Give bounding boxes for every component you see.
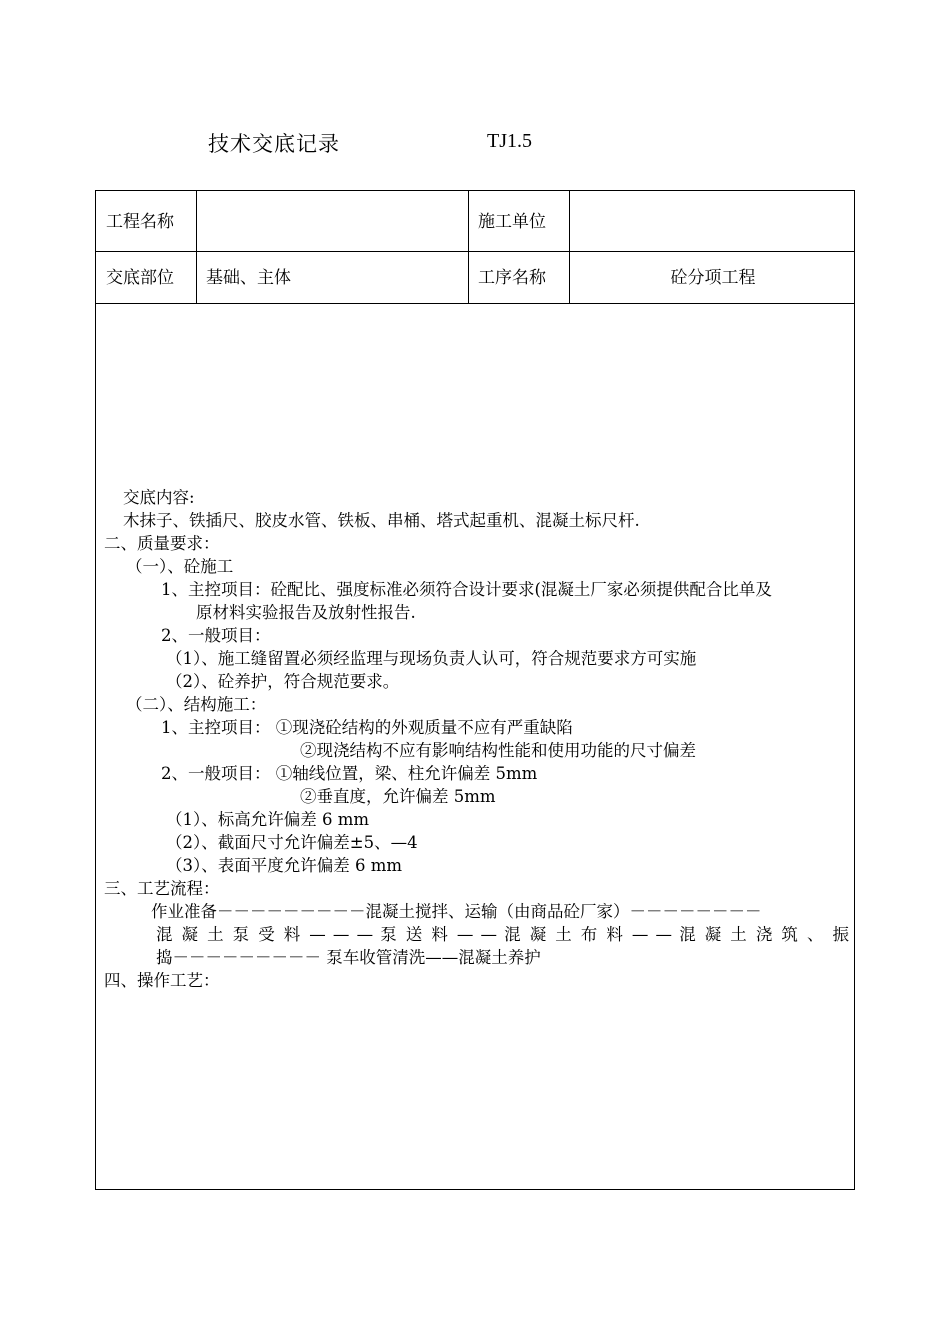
section-heading: 四、操作工艺： [104, 971, 220, 990]
section-heading: 三、工艺流程： [104, 879, 220, 898]
document-code: TJ1.5 [487, 130, 532, 152]
content-line: 木抹子、铁插尺、胶皮水管、铁板、串桶、塔式起重机、混凝土标尺杆. [123, 511, 640, 530]
row-divider [96, 303, 854, 304]
content-line: ②现浇结构不应有影响结构性能和使用功能的尺寸偏差 [300, 741, 696, 760]
content-line: 交底内容: [123, 488, 195, 507]
column-divider [196, 191, 197, 303]
content-line: （2）、砼养护，符合规范要求。 [166, 672, 400, 691]
content-line: 1、主控项目： ①现浇砼结构的外观质量不应有严重缺陷 [161, 718, 573, 737]
content-line: 1、主控项目：砼配比、强度标准必须符合设计要求(混凝土厂家必须提供配合比单及 [161, 580, 772, 599]
content-line: （1）、标高允许偏差 6 mm [166, 810, 370, 829]
disclosure-content [104, 486, 849, 992]
section-heading: 二、质量要求： [104, 534, 220, 553]
document-title: 技术交底记录 [208, 132, 340, 156]
process-value: 砼分项工程 [670, 268, 756, 288]
project-name-label: 工程名称 [106, 212, 174, 232]
content-line: 原材料实验报告及放射性报告. [196, 603, 416, 622]
part-value: 基础、主体 [206, 268, 291, 288]
content-line: （2）、截面尺寸允许偏差±5、—4 [166, 833, 418, 852]
construction-unit-label: 施工单位 [478, 212, 546, 232]
content-line: （1）、施工缝留置必须经监理与现场负责人认可，符合规范要求方可实施 [166, 649, 697, 668]
content-line: 混 凝 土 泵 受 料 — — — 泵 送 料 — — 混 凝 土 布 料 — — 混 凝 土 浇 筑 、 振 [156, 925, 849, 944]
content-line: （3）、表面平度允许偏差 6 mm [166, 856, 403, 875]
content-line: 2、一般项目： [161, 626, 271, 645]
content-line: 2、一般项目： ①轴线位置，梁、柱允许偏差 5mm [161, 764, 538, 783]
content-line: 作业准备－－－－－－－－－混凝土搅拌、运输（由商品砼厂家）－－－－－－－－ [151, 902, 762, 921]
part-label: 交底部位 [106, 268, 174, 288]
content-line: ②垂直度，允许偏差 5mm [300, 787, 496, 806]
subsection-heading: （二）、结构施工： [126, 695, 267, 714]
subsection-heading: （一）、砼施工 [126, 557, 234, 576]
process-label: 工序名称 [478, 268, 546, 288]
content-line: 捣－－－－－－－－－ 泵车收管清洗——混凝土养护 [156, 948, 541, 967]
row-divider [96, 251, 854, 252]
column-divider [468, 191, 469, 303]
